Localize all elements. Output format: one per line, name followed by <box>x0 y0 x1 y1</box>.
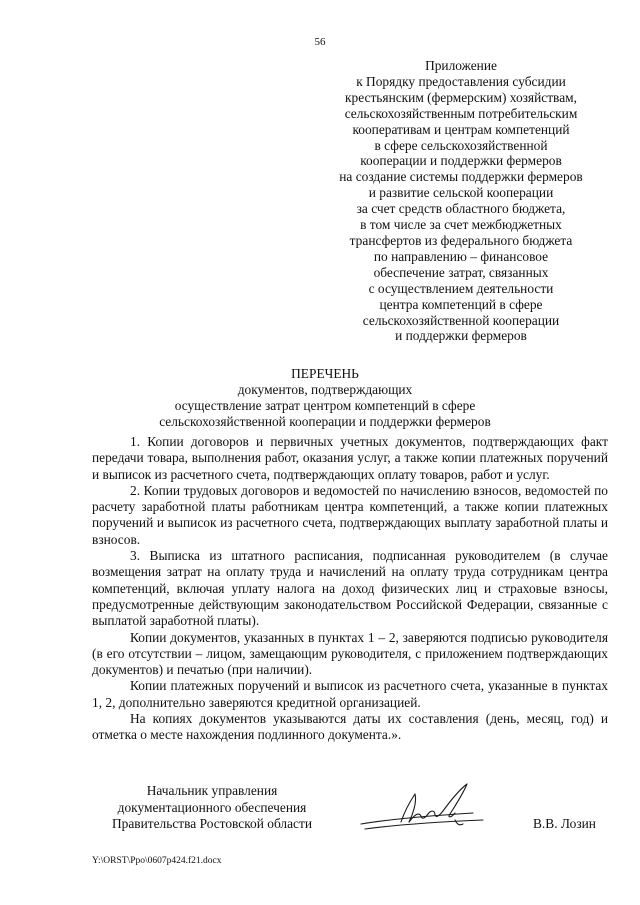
appendix-line: кооперации и поддержки фермеров <box>360 153 562 169</box>
body-paragraph: 3. Выписка из штатного расписания, подписанная руководителем (в случае возмещения затрат на оплату труда и начислений на оплату труда сотрудникам центра компетенций, включая уплату налога на доход физических лиц и страховые взносы, предусмотренные действующим законодательством Российской Федерации, связанные с выплатой заработной платы). <box>92 548 608 629</box>
position-line: Правительства Ростовской области <box>111 816 313 831</box>
appendix-line: к Порядку предоставления субсидии <box>356 73 566 89</box>
signatory-position <box>92 783 332 833</box>
appendix-line: Приложение <box>425 58 497 73</box>
document-body <box>92 434 608 744</box>
page-number: 56 <box>314 36 326 48</box>
appendix-line: сельскохозяйственным потребительским <box>344 105 578 121</box>
appendix-line: и развитие сельской кооперации <box>368 185 554 201</box>
file-path: Y:\ORST\Ppo\0607p424.f21.docx <box>92 856 222 866</box>
appendix-line: с осуществлением деятельности <box>368 280 554 296</box>
title-line: осуществление затрат центром компетенций в сфере <box>174 398 476 413</box>
appendix-line: на создание системы поддержки фермеров <box>339 169 583 185</box>
body-paragraph: 2. Копии трудовых договоров и ведомостей по начислению взносов, ведомостей по расчету заработной платы работникам центра компетенций, а также копии платежных поручений и выписок из расчетного счета, подтверждающих выплату заработной платы и взносов. <box>92 482 608 547</box>
appendix-line: по направлению – финансовое <box>373 248 549 264</box>
position-line: документационного обеспечения <box>117 799 307 815</box>
body-paragraph: Копии платежных поручений и выписок из расчетного счета, указанные в пунктах 1, 2, дополнительно заверяются кредитной организацией. <box>92 678 608 710</box>
body-paragraph: Копии документов, указанных в пунктах 1 – 2, заверяются подписью руководителя (в его отсутствии – лицом, замещающим руководителя, с приложением подтверждающих документов) и печатью (при наличии). <box>92 629 608 678</box>
appendix-line: и поддержки фермеров <box>395 328 527 344</box>
appendix-line: трансфертов из федерального бюджета <box>349 232 573 248</box>
appendix-line: сельскохозяйственной кооперации <box>362 312 560 328</box>
appendix-line: центра компетенций в сфере <box>379 296 543 312</box>
appendix-line: за счет средств областного бюджета, <box>356 201 566 217</box>
title-heading: ПЕРЕЧЕНЬ <box>291 366 359 381</box>
body-paragraph: 1. Копии договоров и первичных учетных документов, подтверждающих факт передачи товара, выполнения работ, оказания услуг, а также копии платежных поручений и выписок из расчетного счета, подтверждающих оплату товаров, работ и услуг. <box>92 434 608 482</box>
position-line: Начальник управления <box>146 783 278 798</box>
appendix-line: в сфере сельскохозяйственной <box>374 137 548 153</box>
signer-name: В.В. Лозин <box>533 816 596 831</box>
appendix-line: кооперативам и центрам компетенций <box>352 121 570 137</box>
appendix-header <box>318 58 604 344</box>
title-line: сельскохозяйственной кооперации и поддержки фермеров <box>159 414 491 429</box>
handwritten-signature-icon <box>355 780 495 840</box>
appendix-line: крестьянским (фермерским) хозяйствам, <box>345 89 577 105</box>
document-title <box>80 366 570 430</box>
body-paragraph: На копиях документов указываются даты их составления (день, месяц, год) и отметка о месте нахождения подлинного документа.». <box>92 711 608 743</box>
title-line: документов, подтверждающих <box>237 382 413 397</box>
appendix-line: в том числе за счет межбюджетных <box>360 217 562 233</box>
appendix-line: обеспечение затрат, связанных <box>373 264 549 280</box>
